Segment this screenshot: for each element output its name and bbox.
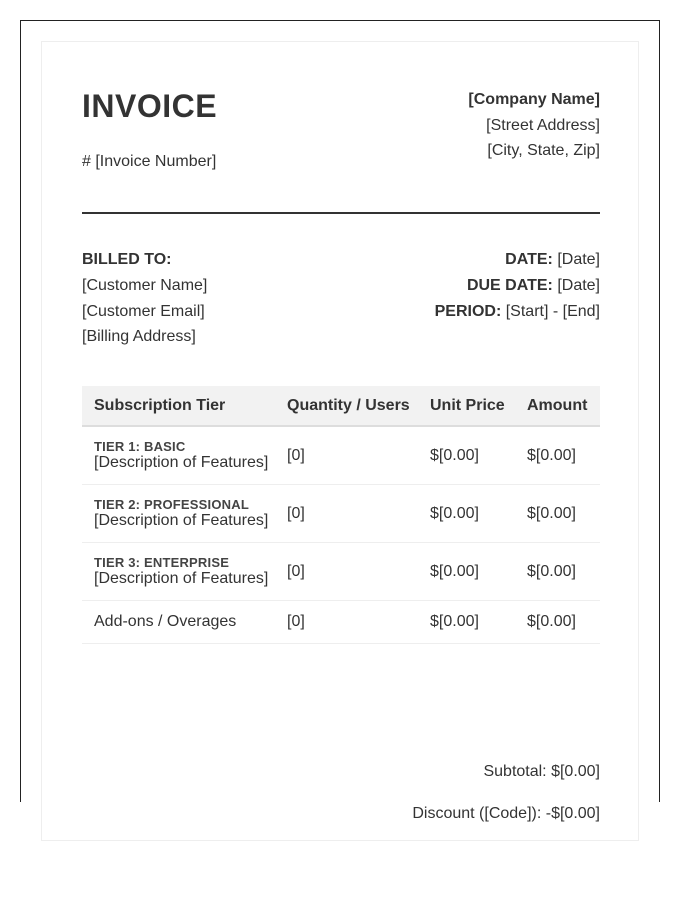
amount-cell: $[0.00] — [515, 601, 600, 644]
period-label: PERIOD: — [434, 302, 502, 320]
header-unit-price: Unit Price — [430, 397, 505, 414]
billed-to-block — [82, 247, 207, 350]
unit-price-cell: $[0.00] — [418, 426, 515, 485]
invoice-title: INVOICE — [82, 88, 218, 124]
tier-cell — [82, 543, 275, 601]
invoice-number: # [Invoice Number] — [82, 153, 217, 170]
amount-cell: $[0.00] — [515, 543, 600, 601]
tier-name: TIER 3: ENTERPRISE — [94, 555, 230, 570]
dates-block — [435, 247, 600, 324]
header-amount: Amount — [527, 397, 588, 414]
header-quantity-users: Quantity / Users — [287, 397, 410, 414]
header-subscription-tier: Subscription Tier — [94, 397, 226, 414]
table-row — [82, 601, 600, 644]
addons-cell: Add-ons / Overages — [82, 601, 275, 644]
tier-name: TIER 2: PROFESSIONAL — [94, 497, 249, 512]
unit-price-cell: $[0.00] — [418, 485, 515, 543]
tier-cell — [82, 485, 275, 543]
company-city: [City, State, Zip] — [487, 142, 600, 159]
customer-name: [Customer Name] — [82, 276, 208, 294]
totals-block — [412, 751, 600, 835]
date-value: [Date] — [557, 251, 600, 268]
tier-name: TIER 1: BASIC — [94, 439, 186, 454]
due-date-label: DUE DATE: — [466, 276, 553, 294]
document-frame — [20, 20, 660, 822]
billing-address: [Billing Address] — [82, 328, 196, 346]
table-row — [82, 543, 600, 601]
amount-cell: $[0.00] — [515, 485, 600, 543]
subtotal: Subtotal: $[0.00] — [483, 763, 600, 780]
due-date-line — [435, 273, 600, 299]
tier-description: [Description of Features] — [94, 570, 269, 587]
unit-price-cell: $[0.00] — [418, 543, 515, 601]
quantity-cell: [0] — [275, 543, 418, 601]
customer-email: [Customer Email] — [82, 302, 205, 320]
company-street: [Street Address] — [486, 116, 600, 134]
date-line — [435, 247, 600, 273]
quantity-cell: [0] — [275, 601, 418, 644]
quantity-cell: [0] — [275, 485, 418, 543]
tier-cell — [82, 426, 275, 485]
table-row — [82, 485, 600, 543]
amount-cell: $[0.00] — [515, 426, 600, 485]
tier-description: [Description of Features] — [94, 454, 269, 471]
due-date-value: [Date] — [557, 276, 600, 294]
discount: Discount ([Code]): -$[0.00] — [412, 805, 600, 822]
line-items-table — [82, 386, 600, 644]
table-header-row — [82, 386, 600, 426]
unit-price-cell: $[0.00] — [418, 601, 515, 644]
header-divider — [82, 212, 600, 214]
company-block — [468, 87, 600, 164]
invoice-page — [41, 41, 639, 841]
tier-description: [Description of Features] — [94, 512, 269, 529]
date-label: DATE: — [505, 251, 553, 268]
billed-to-label: BILLED TO: — [82, 251, 172, 268]
table-row — [82, 426, 600, 485]
period-line — [435, 299, 600, 325]
company-name: [Company Name] — [468, 91, 600, 108]
quantity-cell: [0] — [275, 426, 418, 485]
period-value: [Start] - [End] — [505, 302, 600, 320]
